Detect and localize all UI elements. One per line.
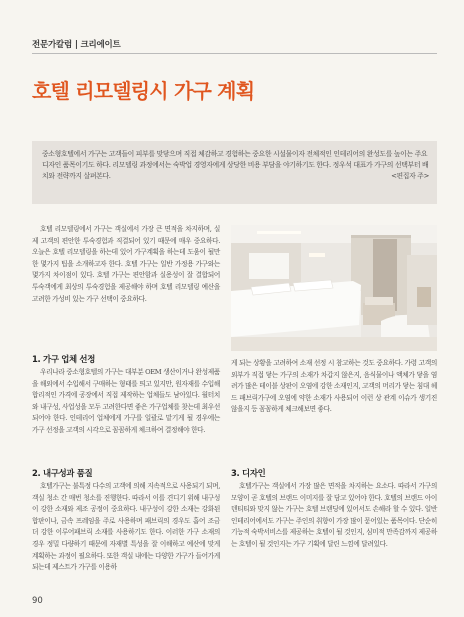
intro-paragraph xyxy=(32,224,220,305)
lead-text: 중소형호텔에서 가구는 고객들이 피부를 맞닿으며 직접 체감하고 경험하는 중요한 시설물이자 전체적인 인테리어의 완성도를 높이는 주요 디자인 품목이기도 하다. 리모델링 과정에서는 숙박업 경영자에게 상당한 비용 부담을 야기하기도 한다. 정우석 대표가 가구의 선택부터 배치와 전략까지 살펴본다. xyxy=(42,150,429,181)
section-label: 전문가칼럼 | 크리에이트 xyxy=(32,40,121,50)
section-3-heading: 3. 디자인 xyxy=(231,468,266,478)
section-2-text: 호텔가구는 불특정 다수의 고객에 의해 지속적으로 사용되기 되며, 객실 청소 간 매번 청소를 진행한다. 따라서 이를 견디기 위해 내구성이 강한 소재와 제조 공정이 중요하다. 내구성이 강한 소재는 강화된 합판이나, 금속 프레임을 주로 사용하며 패브릭의 경우도 흡어 조금 더 강한 이루어패브릭 소재를 사용하기도 한다. 이러한 가구 소재의 경우 정밀 다량하기 때문에 자재별 특성을 잘 이해하고 예산에 맞게 계획하는 과정이 필요하다. 또한 객실 내에는 다양한 가구가 들어가게 되는데 제스트가 가구를 이용하 xyxy=(32,482,220,572)
section-3-body xyxy=(231,481,437,551)
article-title: 호텔 리모델링시 가구 계획 xyxy=(32,79,255,103)
section-1-heading: 1. 가구 업체 선정 xyxy=(32,354,95,364)
section-1-body xyxy=(32,367,220,437)
lead-box xyxy=(32,141,437,204)
page-number: 90 xyxy=(32,596,43,606)
continuation-text: 게 되는 상황을 고려하여 소재 선정 시 참고하는 것도 중요하다. 가령 고객의 외부가 직접 닿는 가구의 소재가 차갑지 않은지, 음식물이나 액체가 닿을 염려가 많은 테이블 상판이 오염에 강한 소재인지, 고객의 머리가 닿는 침대 헤드 패브릭가구에 오염에 약한 소재가 사용되어 이런 상 관계 이슈가 생기진 않을지 등 꼼꼼하게 체크해보면 좋다. xyxy=(231,359,437,414)
section-2-body xyxy=(32,481,220,574)
section-1-text: 우리나라 중소형호텔의 가구는 대부분 OEM 생산이거나 완성제품을 해외에서 수입해서 구매하는 형태를 띄고 있지만, 원자재를 수입해 합리적인 가격에 공장에서 직접 제작하는 업체들도 남아있다. 월터치와 내구성, 사업성을 모두 고려한다면 좋은 가구업체를 찾는데 최우선되어야 한다. 인테리어 업체에게 가구를 일괄로 맡기게 될 경우에는 가구 선정을 고객의 시각으로 꼼꼼하게 체크하여 결정해야 한다. xyxy=(32,368,220,434)
section-2-heading: 2. 내구성과 품질 xyxy=(32,468,93,478)
hotel-room-illustration xyxy=(231,225,437,351)
section-3-text: 호텔가구는 객실에서 가장 많은 면적을 차지하는 요소다. 따라서 가구의 모양이 곧 호텔의 브랜드 이미지를 잘 담고 있어야 한다. 호텔의 브랜드 아이덴티티와 맞지 않는 가구는 호텔 브랜딩에 있어서도 손해라 할 수 있다. 일반 인테리어에서도 가구는 주인의 취향이 가장 많이 묻어있는 품목이다. 단순히 기능적 숙박서비스를 제공하는 호텔이 될 것인지, 심미적 만족감까지 제공하는 호텔이 될 것인지는 가구 기획에 달린 느낌에 달려있다. xyxy=(231,482,437,548)
hotel-room-photo xyxy=(231,225,437,351)
header-divider xyxy=(32,53,437,54)
editor-note: <편집자 주> xyxy=(391,172,429,181)
intro-text: 호텔 리모델링에서 가구는 객실에서 가장 큰 면적을 차지하며, 실제 고객의 편안한 투숙경험과 직결되어 있기 때문에 매우 중요하다. 오늘은 호텔 리모델링을 하는데 있어 가구계획을 하는데 도움이 될만한 몇가지 팁을 소개하고자 한다. 호텔 가구는 일반 가정용 가구와는 몇가지 차이점이 있다. 호텔 가구는 편안함과 실용성이 잘 결합되어 투숙객에게 최상의 투숙경험을 제공해야 하며 호텔 리모델링 예산을 고려한 가성비 있는 가구 선택이 중요하다. xyxy=(32,225,220,303)
right-continuation xyxy=(231,358,437,416)
